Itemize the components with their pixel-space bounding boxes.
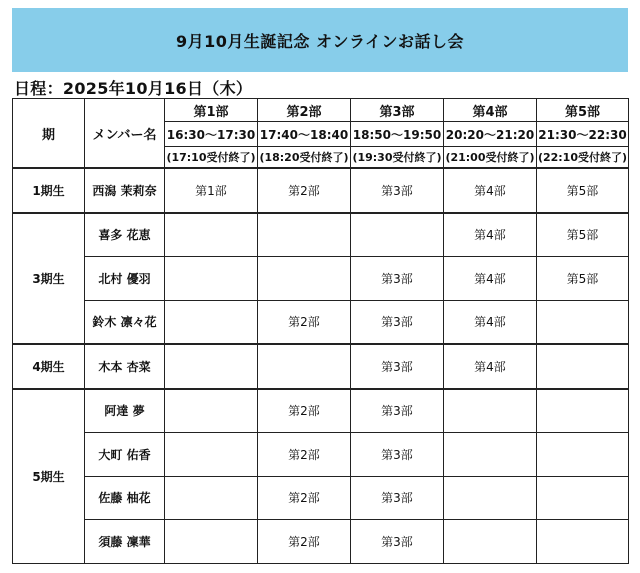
part-close-5: (22:10受付終了) [537, 147, 629, 169]
part-close-3: (19:30受付終了) [351, 147, 444, 169]
member-row [13, 476, 629, 520]
member-name: 鈴木 凛々花 [85, 300, 165, 344]
slot-cell-part-5 [537, 520, 629, 564]
part-header-3: 第3部 [351, 99, 444, 122]
slot-cell-part-5 [537, 300, 629, 344]
part-header-4: 第4部 [444, 99, 537, 122]
member-row [13, 168, 629, 213]
period-cell: 4期生 [13, 344, 85, 389]
slot-cell-part-3 [351, 213, 444, 257]
period-cell: 5期生 [13, 389, 85, 564]
slot-cell-part-4: 第4部 [444, 344, 537, 389]
part-close-2: (18:20受付終了) [258, 147, 351, 169]
schedule-body [13, 168, 629, 563]
event-title-banner [12, 8, 628, 72]
slot-cell-part-3: 第3部 [351, 257, 444, 301]
slot-cell-part-5: 第5部 [537, 168, 629, 213]
slot-cell-part-4: 第4部 [444, 213, 537, 257]
member-row [13, 344, 629, 389]
period-cell: 3期生 [13, 213, 85, 345]
slot-cell-part-3: 第3部 [351, 520, 444, 564]
member-row [13, 300, 629, 344]
slot-cell-part-5 [537, 389, 629, 433]
part-time-1: 16:30〜17:30 [165, 122, 258, 147]
member-row [13, 520, 629, 564]
slot-cell-part-5 [537, 476, 629, 520]
member-name: 喜多 花恵 [85, 213, 165, 257]
member-row [13, 257, 629, 301]
slot-cell-part-1 [165, 433, 258, 477]
member-name: 木本 杏菜 [85, 344, 165, 389]
slot-cell-part-3: 第3部 [351, 476, 444, 520]
member-name: 西潟 茉莉奈 [85, 168, 165, 213]
part-close-1: (17:10受付終了) [165, 147, 258, 169]
member-row [13, 213, 629, 257]
member-name: 須藤 凜華 [85, 520, 165, 564]
slot-cell-part-2: 第2部 [258, 520, 351, 564]
slot-cell-part-2: 第2部 [258, 168, 351, 213]
member-header: メンバー名 [85, 99, 165, 169]
slot-cell-part-1 [165, 300, 258, 344]
schedule-table [12, 98, 629, 564]
slot-cell-part-2: 第2部 [258, 300, 351, 344]
slot-cell-part-1 [165, 344, 258, 389]
slot-cell-part-1: 第1部 [165, 168, 258, 213]
slot-cell-part-2 [258, 344, 351, 389]
member-name: 北村 優羽 [85, 257, 165, 301]
slot-cell-part-2 [258, 257, 351, 301]
slot-cell-part-2: 第2部 [258, 476, 351, 520]
slot-cell-part-4 [444, 520, 537, 564]
slot-cell-part-1 [165, 520, 258, 564]
part-time-3: 18:50〜19:50 [351, 122, 444, 147]
slot-cell-part-1 [165, 389, 258, 433]
period-header: 期 [13, 99, 85, 169]
member-name: 佐藤 柚花 [85, 476, 165, 520]
part-time-5: 21:30〜22:30 [537, 122, 629, 147]
member-row [13, 433, 629, 477]
header-row-parts [13, 99, 629, 122]
slot-cell-part-4 [444, 476, 537, 520]
member-row [13, 389, 629, 433]
slot-cell-part-3: 第3部 [351, 433, 444, 477]
slot-cell-part-1 [165, 257, 258, 301]
event-title: 9月10月生誕記念 オンラインお話し会 [176, 31, 464, 51]
slot-cell-part-5: 第5部 [537, 257, 629, 301]
slot-cell-part-5: 第5部 [537, 213, 629, 257]
period-cell: 1期生 [13, 168, 85, 213]
part-header-5: 第5部 [537, 99, 629, 122]
part-header-1: 第1部 [165, 99, 258, 122]
slot-cell-part-3: 第3部 [351, 344, 444, 389]
slot-cell-part-3: 第3部 [351, 300, 444, 344]
slot-cell-part-3: 第3部 [351, 168, 444, 213]
slot-cell-part-2 [258, 213, 351, 257]
slot-cell-part-4: 第4部 [444, 168, 537, 213]
slot-cell-part-1 [165, 213, 258, 257]
slot-cell-part-2: 第2部 [258, 433, 351, 477]
slot-cell-part-1 [165, 476, 258, 520]
slot-cell-part-3: 第3部 [351, 389, 444, 433]
slot-cell-part-4 [444, 389, 537, 433]
slot-cell-part-5 [537, 344, 629, 389]
member-name: 阿達 夢 [85, 389, 165, 433]
member-name: 大町 佑香 [85, 433, 165, 477]
part-close-4: (21:00受付終了) [444, 147, 537, 169]
slot-cell-part-4: 第4部 [444, 257, 537, 301]
slot-cell-part-2: 第2部 [258, 389, 351, 433]
part-time-2: 17:40〜18:40 [258, 122, 351, 147]
part-header-2: 第2部 [258, 99, 351, 122]
slot-cell-part-5 [537, 433, 629, 477]
slot-cell-part-4: 第4部 [444, 300, 537, 344]
slot-cell-part-4 [444, 433, 537, 477]
event-date: 日程：2025年10月16日（木） [14, 79, 253, 98]
part-time-4: 20:20〜21:20 [444, 122, 537, 147]
